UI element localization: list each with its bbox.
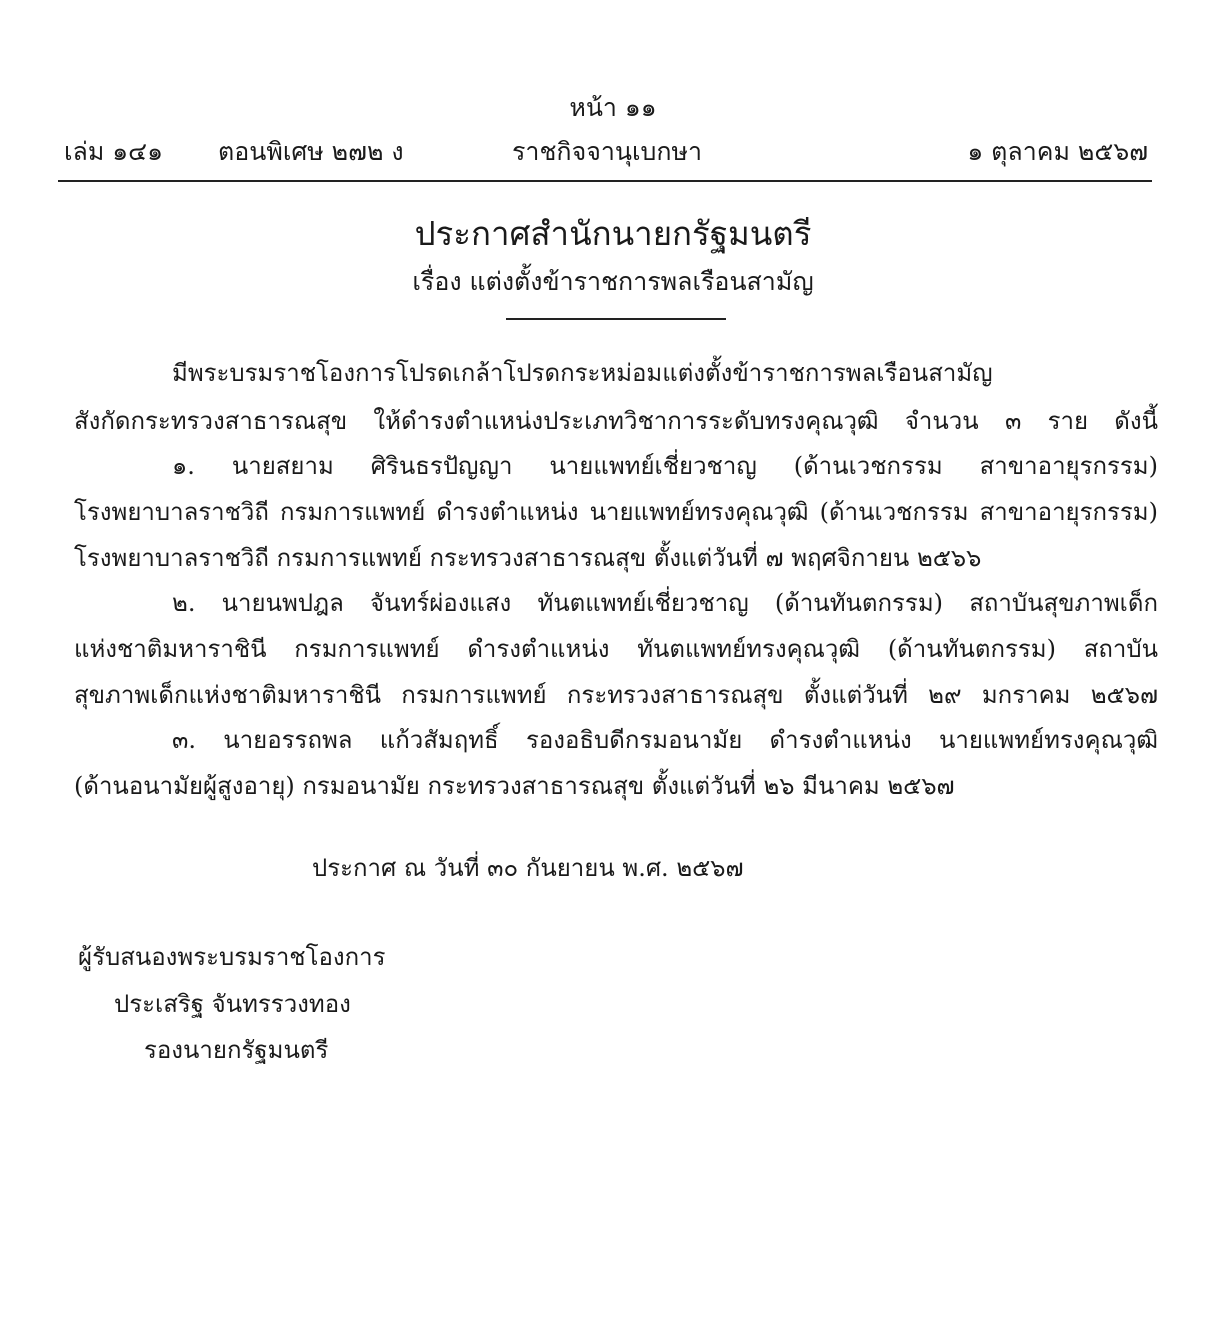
appointment-item-line: ๓. นายอรรถพล แก้วสัมฤทธิ์ รองอธิบดีกรมอนามัย ดำรงตำแหน่ง นายแพทย์ทรงคุณวุฒิ	[172, 726, 1158, 754]
signatory-name: ประเสริฐ จันทรรวงทอง	[114, 990, 351, 1018]
header-divider	[58, 180, 1152, 182]
gazette-date: ๑ ตุลาคม ๒๕๖๗	[967, 137, 1148, 166]
gazette-name: ราชกิจจานุเบกษา	[512, 137, 703, 166]
appointment-item-line: โรงพยาบาลราชวิถี กรมการแพทย์ กระทรวงสาธารณสุข ตั้งแต่วันที่ ๗ พฤศจิกายน ๒๕๖๖	[74, 544, 982, 572]
title-divider	[506, 318, 726, 320]
appointment-item-line: สุขภาพเด็กแห่งชาติมหาราชินี กรมการแพทย์ กระทรวงสาธารณสุข ตั้งแต่วันที่ ๒๙ มกราคม ๒๕๖๗	[74, 681, 1158, 709]
gazette-issue: ตอนพิเศษ ๒๗๒ ง	[218, 137, 404, 166]
announcement-subject: เรื่อง แต่งตั้งข้าราชการพลเรือนสามัญ	[412, 267, 814, 296]
appointment-item-line: โรงพยาบาลราชวิถี กรมการแพทย์ ดำรงตำแหน่ง นายแพทย์ทรงคุณวุฒิ (ด้านเวชกรรม สาขาอายุรกรรม)	[74, 498, 1158, 526]
page-number: หน้า ๑๑	[569, 93, 657, 122]
appointment-item-line: (ด้านอนามัยผู้สูงอายุ) กรมอนามัย กระทรวงสาธารณสุข ตั้งแต่วันที่ ๒๖ มีนาคม ๒๕๖๗	[74, 772, 955, 800]
gazette-volume: เล่ม ๑๔๑	[64, 137, 163, 166]
body-intro-line: สังกัดกระทรวงสาธารณสุข ให้ดำรงตำแหน่งประเภทวิชาการระดับทรงคุณวุฒิ จำนวน ๓ ราย ดังนี้	[74, 407, 1158, 435]
appointment-item-line: ๑. นายสยาม ศิรินธรปัญญา นายแพทย์เชี่ยวชาญ (ด้านเวชกรรม สาขาอายุรกรรม)	[172, 452, 1158, 480]
appointment-item-line: แห่งชาติมหาราชินี กรมการแพทย์ ดำรงตำแหน่ง ทันตแพทย์ทรงคุณวุฒิ (ด้านทันตกรรม) สถาบัน	[74, 635, 1158, 663]
body-intro-line: มีพระบรมราชโองการโปรดเกล้าโปรดกระหม่อมแต่งตั้งข้าราชการพลเรือนสามัญ	[172, 359, 993, 387]
announcement-date: ประกาศ ณ วันที่ ๓๐ กันยายน พ.ศ. ๒๕๖๗	[312, 854, 744, 882]
appointment-item-line: ๒. นายนพปฎล จันทร์ผ่องแสง ทันตแพทย์เชี่ยวชาญ (ด้านทันตกรรม) สถาบันสุขภาพเด็ก	[172, 589, 1158, 617]
signatory-position: รองนายกรัฐมนตรี	[144, 1036, 329, 1064]
countersign-label: ผู้รับสนองพระบรมราชโองการ	[78, 943, 386, 971]
announcement-title: ประกาศสำนักนายกรัฐมนตรี	[414, 214, 812, 253]
